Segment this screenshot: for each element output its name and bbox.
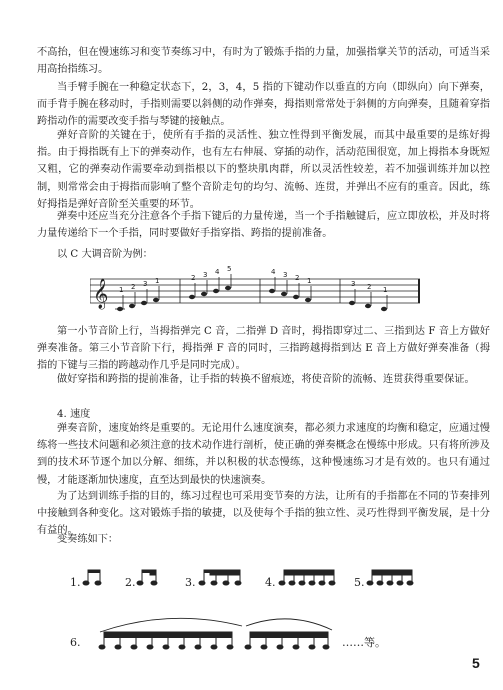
section-heading-speed: 4. 速度 [57, 409, 91, 420]
paragraph-3: 弹好音阶的关键在于，使所有手指的灵活性、独立性得到平衡发展，而其中最重要的是练好拇指。由于拇指既有上下的弹奏动作，也有左右伸展、穿插的动作，活动范围很宽，加上拇指本身既短又粗，它的弹奏动作需要牵动到指根以下的整块肌肉群，所以灵活性较差，若不加强训练并加以控制，则常常会由于拇指而影响了整个音阶走句的均匀、流畅、连贯，并弹出不应有的重音。因此，练好拇指是弹好音阶至关重要的环节。 [37, 130, 490, 210]
fingering-number: 3 [283, 271, 288, 279]
fingering-number: 1 [119, 286, 124, 294]
treble-clef-icon: 𝄞 [93, 279, 109, 309]
paragraph-10: 为了达到训练手指的目的，练习过程也可采用变节奏的方法，让所有的手指都在不同的节奏排列中接触到各种变化。这对锻炼手指的敏捷，以及使每个手指的独立性、灵巧性得到平衡发展，是十分有益的。 [37, 491, 490, 537]
note-head [293, 645, 299, 649]
fingering-number: 2 [295, 274, 300, 282]
scale-note [213, 289, 219, 293]
note-head [261, 645, 267, 649]
fingering-number: 2 [191, 274, 196, 282]
rhythm-examples-1-5 [70, 562, 430, 602]
fingering-number: 3 [143, 280, 148, 288]
beam [104, 636, 232, 638]
scale-note [293, 295, 299, 299]
scale-note [189, 295, 195, 299]
beam [104, 632, 232, 635]
scale-note [141, 301, 147, 305]
fingering-number: 3 [203, 271, 208, 279]
scale-note [365, 304, 371, 308]
paragraph-1: 不高抬，但在慢速练习和变节奏练习中，有时为了锻炼手指的力量，加强指掌关节的活动，可适当采用高抬指练习。 [37, 47, 490, 76]
paragraph-6: 第一小节音阶上行，当拇指弹完 C 音，二指弹 D 音时，拇指即穿过二、三指到达 F 音上方做好弹奏准备。第三小节音阶下行，拇指弹 F 音的同时，三指跨越拇指到达 E 音上方做好弹奏准备（拇指的下键与三指的跨越动作几乎是同时完成）。 [37, 326, 490, 372]
paragraph-7: 做好穿指和跨指的提前准备，让手指的转换不留痕迹，将使音阶的流畅、连贯获得重要保证。 [57, 374, 475, 385]
note-head [245, 645, 251, 649]
note-head [277, 645, 283, 649]
note-head [131, 645, 137, 649]
fingering-number: 1 [383, 286, 388, 294]
note-head [99, 645, 105, 649]
scale-note [201, 292, 207, 296]
fingering-number: 4 [271, 268, 276, 276]
note-head [195, 645, 201, 649]
fingering-number: 2 [367, 283, 372, 291]
note-head [227, 645, 233, 649]
ending-text: ……等。 [342, 636, 386, 649]
paragraph-4: 弹奏中还应当充分注意各个手指下键后的力量传递，当一个手指触键后，应立即放松，并及时将力量传递给下一个手指，同时要做好手指穿指、跨指的提前准备。 [37, 211, 490, 240]
beam [250, 632, 328, 635]
scale-note [269, 289, 275, 293]
note-head [147, 645, 153, 649]
paragraph-2: 当手臂手腕在一种稳定状态下，2，3，4，5 指的下键动作以垂直的方向（即纵向）向下弹奏，而手背手腕在移动时，手指则需要以斜侧的动作弹奏，拇指则常常处于斜侧的方向弹奏，且随着穿指跨指动作的需要改变手指与琴键的接触点。 [37, 82, 490, 128]
note-head [309, 645, 315, 649]
rhythm-example-6 [70, 606, 470, 660]
fingering-number: 1 [307, 277, 312, 285]
fingering-number: 2 [131, 283, 136, 291]
fingering-number: 1 [155, 277, 160, 285]
scale-note [305, 298, 311, 302]
paragraph-9: 弹奏音阶，速度始终是重要的。无论用什么速度演奏，都必须力求速度的均衡和稳定，应通过慢练将一些技术问题和必须注意的技术动作进行剖析，使正确的弹奏概念在慢练中形成。只有将所涉及到的技术环节逐个加以分解、细练，并以积极的状态慢练，这种慢速练习才是有效的。也只有通过慢，才能逐渐加快速度，直至达到最快的快速演奏。 [37, 423, 490, 486]
scale-note [225, 286, 231, 290]
paragraph-5: 以 C 大调音阶为例： [57, 249, 153, 260]
scale-note [381, 307, 387, 311]
paragraph-11: 变奏练如下： [57, 534, 119, 545]
example-label: 4. [265, 576, 276, 589]
scale-note [349, 301, 355, 305]
example-label: 2. [125, 576, 136, 589]
fingering-number: 3 [351, 280, 356, 288]
scale-note [153, 298, 159, 302]
example-label: 1. [70, 576, 81, 589]
example-label: 3. [185, 576, 196, 589]
scale-note [129, 304, 135, 308]
note-head [115, 645, 121, 649]
example-label: 6. [70, 636, 81, 649]
page-number: 5 [472, 655, 480, 671]
note-head [179, 645, 185, 649]
example-label: 5. [354, 576, 365, 589]
fingering-number: 4 [215, 268, 220, 276]
note-head [211, 645, 217, 649]
fingering-number: 5 [227, 265, 232, 273]
c-major-scale-staff [90, 265, 420, 315]
beam [250, 636, 328, 638]
note-head [163, 645, 169, 649]
note-head [323, 645, 329, 649]
scale-note [281, 292, 287, 296]
